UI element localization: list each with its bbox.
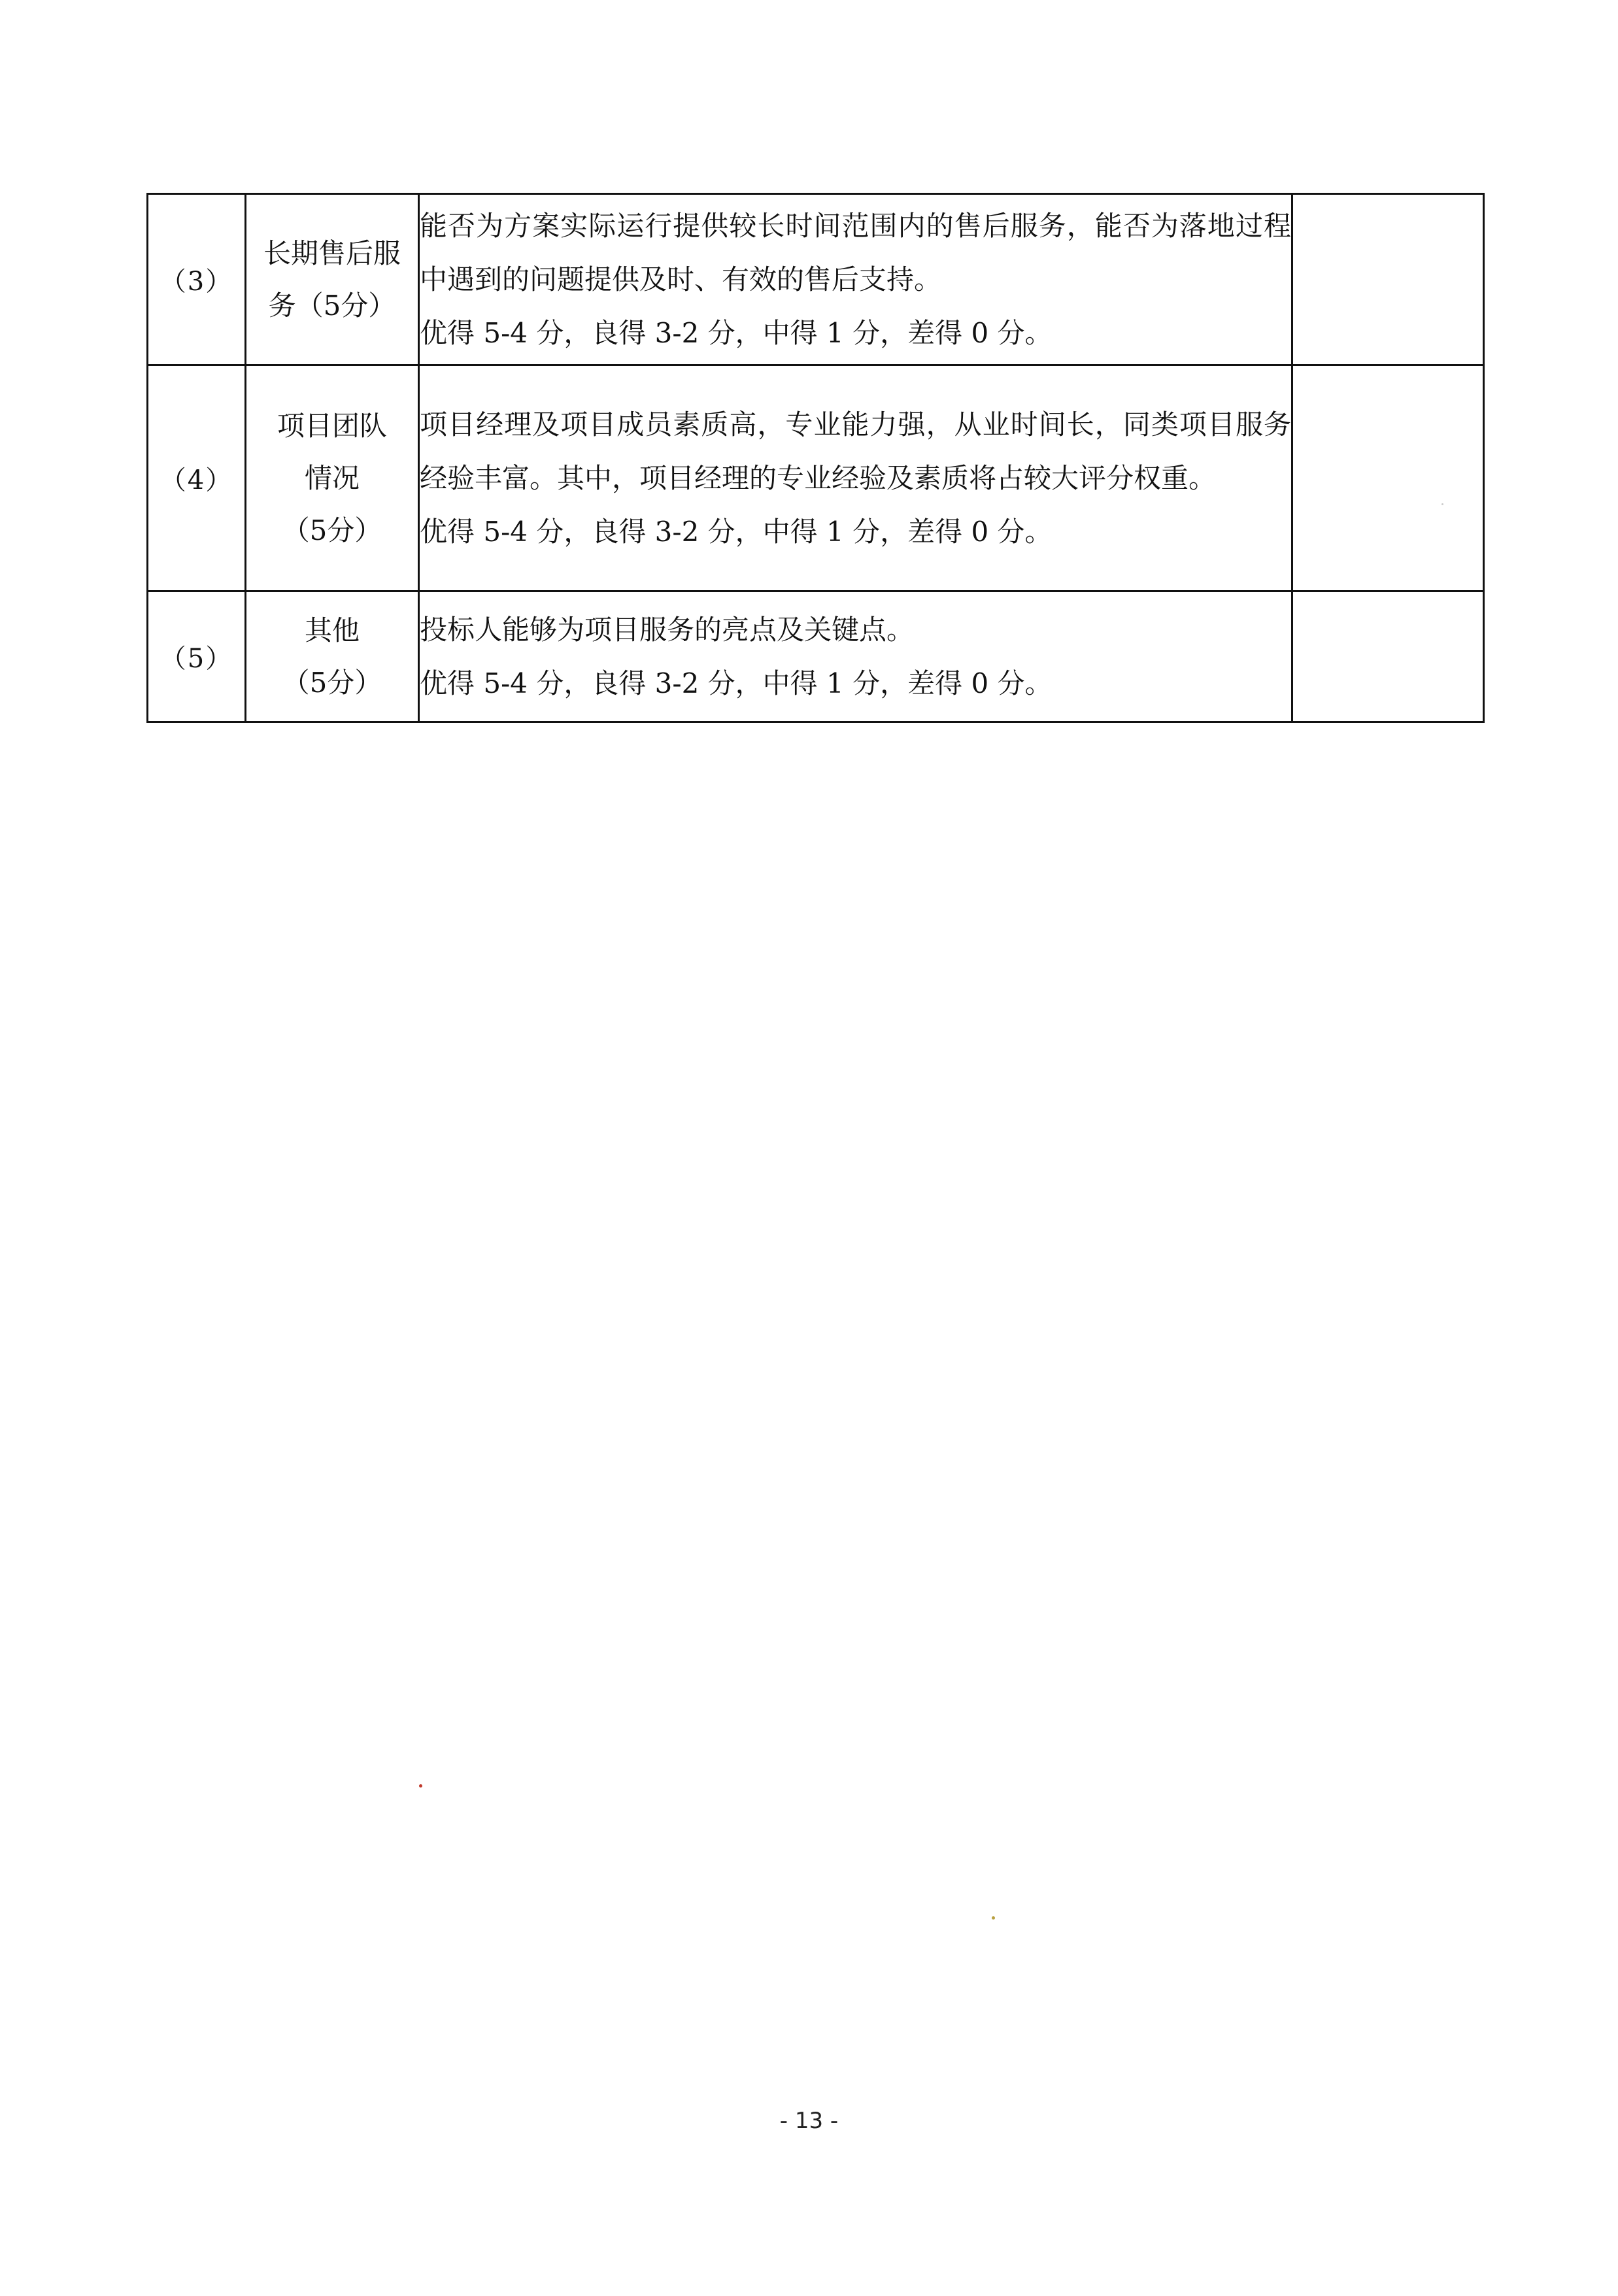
scoring-scale-text: 优得 5-4 分，良得 3-2 分，中得 1 分，差得 0 分。 bbox=[420, 515, 1053, 548]
scoring-scale-text: 优得 5-4 分，良得 3-2 分，中得 1 分，差得 0 分。 bbox=[420, 667, 1053, 699]
table-row bbox=[148, 365, 1484, 591]
score-cell bbox=[1292, 591, 1484, 722]
item-name-line: 情况 bbox=[304, 461, 360, 494]
item-name-cell bbox=[246, 194, 419, 365]
table-row bbox=[148, 591, 1484, 722]
criteria-text: 能否为方案实际运行提供较长时间范围内的售后服务，能否为落地过程中遇到的问题提供及时、有效的售后支持。 bbox=[420, 209, 1291, 295]
score-cell bbox=[1292, 365, 1484, 591]
row-number-cell: （4） bbox=[148, 365, 246, 591]
criteria-cell bbox=[419, 365, 1292, 591]
criteria-cell bbox=[419, 591, 1292, 722]
table-row bbox=[148, 194, 1484, 365]
score-cell bbox=[1292, 194, 1484, 365]
item-name-line: 其他 bbox=[304, 614, 360, 646]
scan-speck bbox=[419, 1784, 422, 1788]
item-name-line: 务（5分） bbox=[268, 289, 396, 322]
scoring-scale-text: 优得 5-4 分，良得 3-2 分，中得 1 分，差得 0 分。 bbox=[420, 316, 1053, 349]
item-name-cell bbox=[246, 365, 419, 591]
scan-speck bbox=[992, 1916, 995, 1920]
criteria-cell bbox=[419, 194, 1292, 365]
scoring-table bbox=[146, 193, 1485, 723]
item-name-line: （5分） bbox=[282, 666, 382, 699]
row-number-cell: （3） bbox=[148, 194, 246, 365]
page-number: - 13 - bbox=[779, 2108, 839, 2134]
item-name-cell bbox=[246, 591, 419, 722]
criteria-text: 项目经理及项目成员素质高，专业能力强，从业时间长，同类项目服务经验丰富。其中，项目经理的专业经验及素质将占较大评分权重。 bbox=[420, 408, 1291, 494]
item-name-line: 长期售后服 bbox=[263, 237, 401, 269]
scan-speck bbox=[1441, 503, 1443, 505]
criteria-text: 投标人能够为项目服务的亮点及关键点。 bbox=[420, 613, 915, 646]
row-number-cell: （5） bbox=[148, 591, 246, 722]
item-name-line: 项目团队 bbox=[277, 409, 387, 442]
item-name-line: （5分） bbox=[282, 514, 382, 546]
